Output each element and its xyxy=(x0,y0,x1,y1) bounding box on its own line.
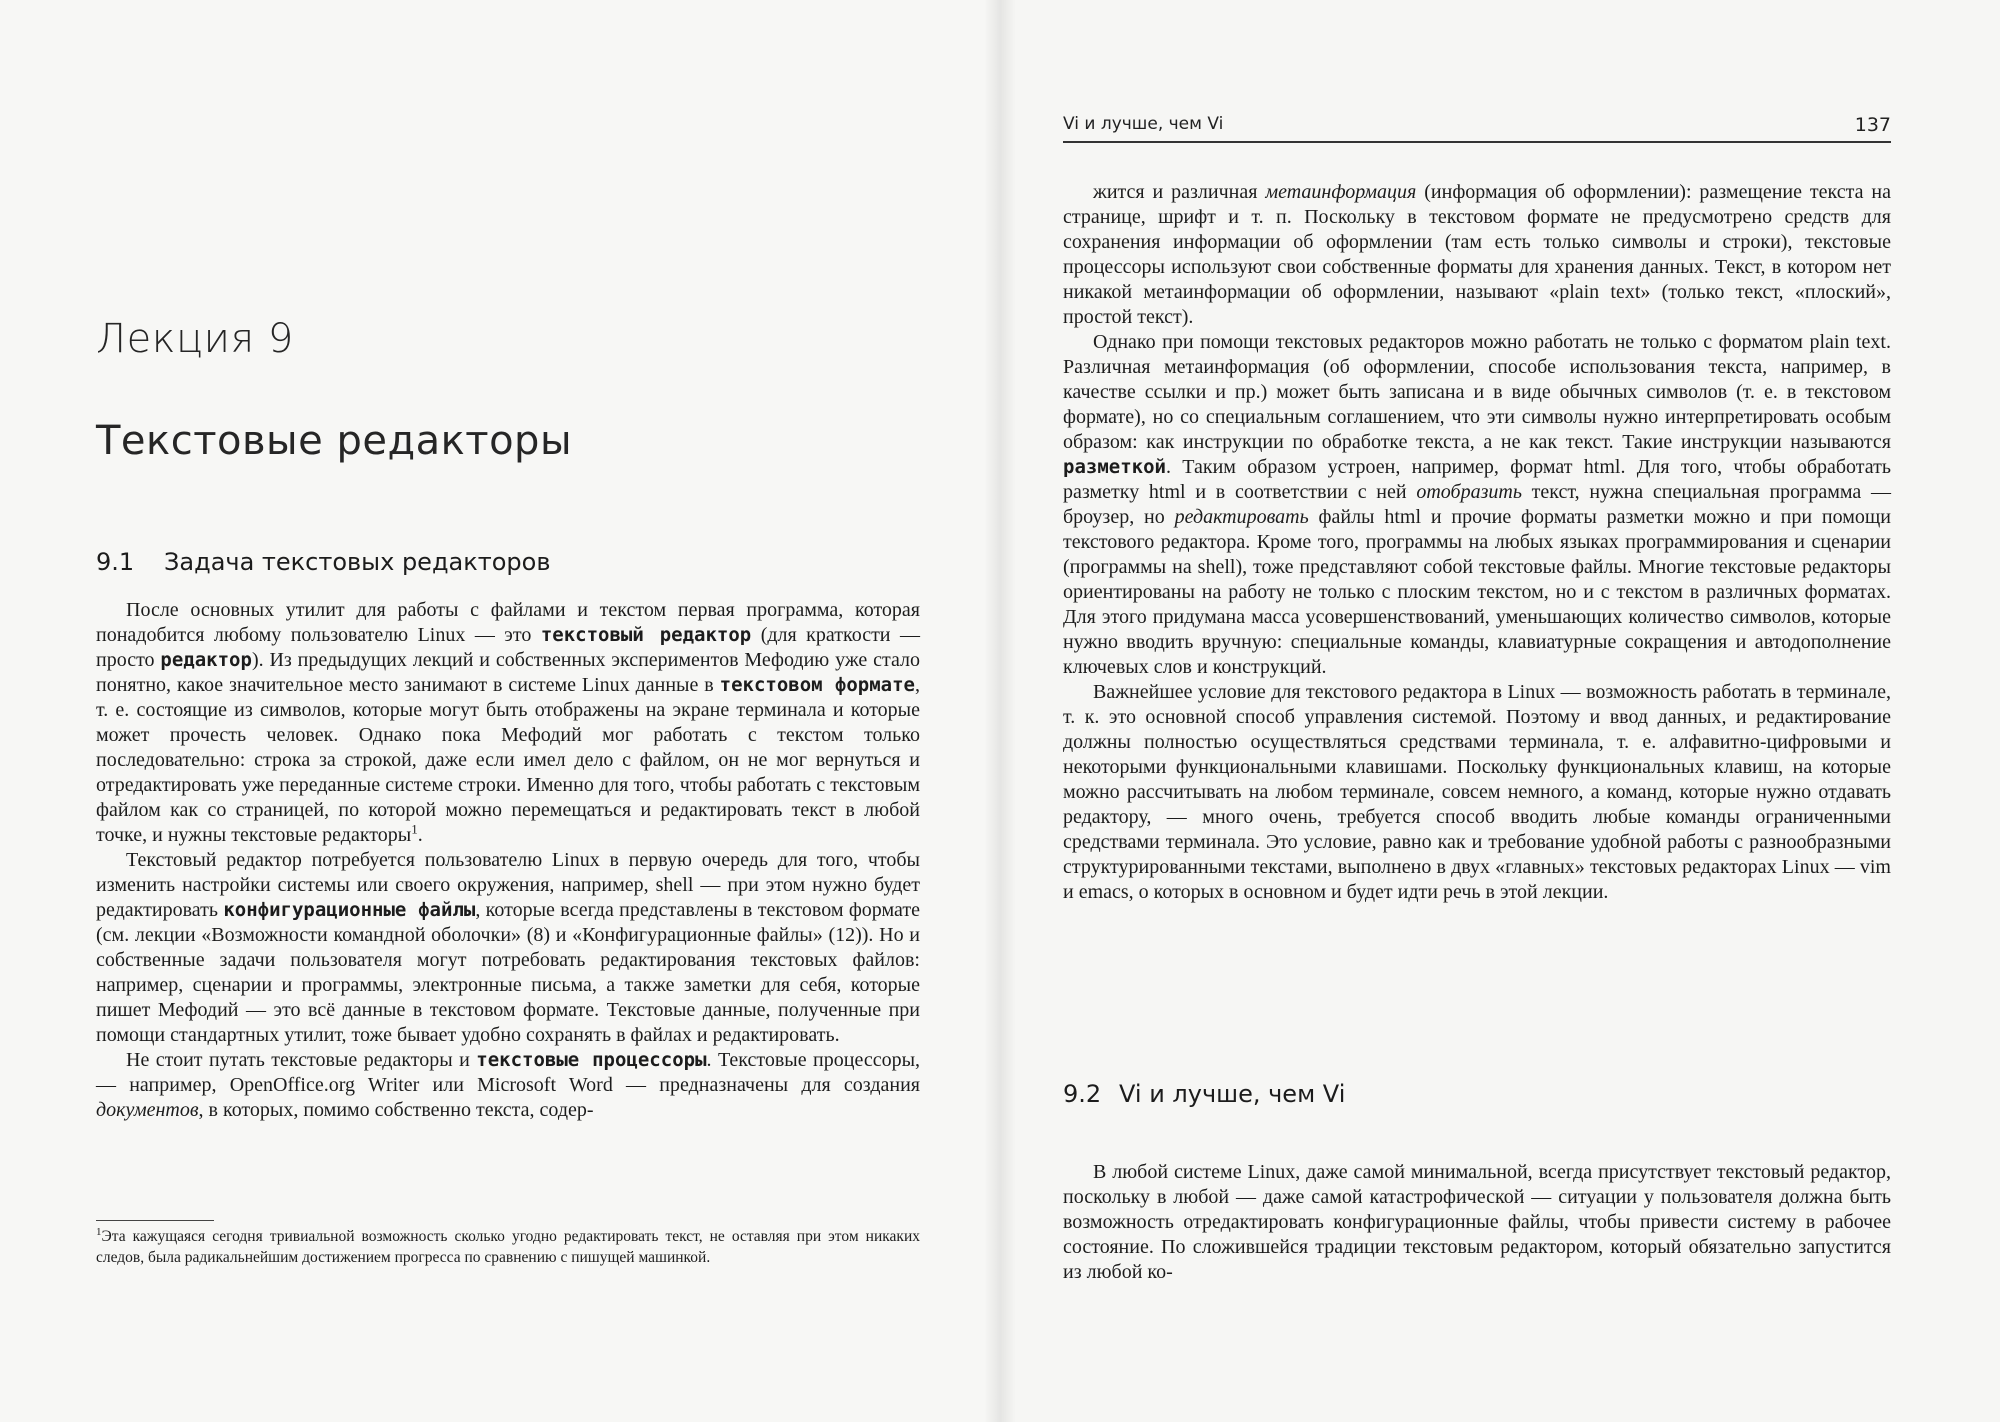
text-run: . Текстовые процессоры, — например, OpenOffice.org Writer или Microsoft Word — предназначены для создания xyxy=(96,1049,921,1096)
section-heading-9-2 xyxy=(1063,1080,1345,1108)
lecture-label: Лекция 9 xyxy=(96,316,294,362)
text-run: Не стоит путать текстовые редакторы и xyxy=(126,1049,477,1071)
term-italic: редактировать xyxy=(1174,506,1309,528)
page-number: 137 xyxy=(1854,114,1891,136)
text-run: Текстовый редактор потребуется пользователю Linux в первую очередь для того, чтобы изменить настройки системы или своего окружения, например, shell — при этом нужно будет редактировать xyxy=(96,849,920,921)
footnote-text: Эта кажущаяся сегодня тривиальной возможность сколько угодно редактировать текст, не оставляя при этом никаких следов, была радикальнейшим достижением прогресса по сравнению с пишущей машинкой. xyxy=(96,1228,920,1266)
text-run: , т. е. состоящие из символов, которые могут быть отображены на экране терминала и которые может прочесть человек. Однако пока Мефодий мог работать с текстом только последовательно: строка за строкой, даже если имел дело с файлом, он не мог вернуться и отредактировать уже переданные системе строки. Именно для того, чтобы работать с текстовым файлом как со страницей, по которой можно перемещаться и редактировать текст в любой точке, и нужны текстовые редакторы xyxy=(96,674,920,846)
paragraph xyxy=(96,848,920,1048)
text-run: (для краткости — просто xyxy=(96,624,920,671)
term-bold: текстовые процессоры xyxy=(476,1049,707,1071)
text-run: . Таким образом устроен, например, формат html. Для того, чтобы обработать разметку html и в соответствии с ней xyxy=(1063,456,1891,503)
section-number: 9.1 xyxy=(96,548,135,576)
footnote-ref: 1 xyxy=(411,821,418,837)
term-italic: документов xyxy=(96,1099,199,1121)
book-gutter xyxy=(984,0,1016,1422)
term-bold: текстовый редактор xyxy=(540,624,752,646)
text-run: В любой системе Linux, даже самой минимальной, всегда присутствует текстовый редактор, поскольку в любой — даже самой катастрофической — ситуации у пользователя должна быть возможность отредактировать конфигурационные файлы, чтобы привести систему в рабочее состояние. По сложившейся традиции текстовым редактором, который обязательно запустится из любой ко- xyxy=(1063,1161,1891,1283)
footnote-mark: 1 xyxy=(96,1225,102,1238)
paragraph xyxy=(1063,680,1891,905)
term-bold: редактор xyxy=(160,649,252,671)
section-number: 9.2 xyxy=(1063,1080,1102,1108)
footnote xyxy=(96,1226,920,1268)
right-page xyxy=(1000,0,2000,1422)
footnote-rule xyxy=(96,1220,214,1221)
paragraph xyxy=(1063,180,1891,330)
right-body-text xyxy=(1063,180,1891,905)
term-italic: метаинформация xyxy=(1265,181,1417,203)
paragraph xyxy=(96,598,920,848)
text-run: файлы html и прочие форматы разметки можно и при помощи текстового редактора. Кроме того, программы на любых языках программирования и сценарии (программы на shell), тоже представляют собой текстовые файлы. Многие текстовые редакторы ориентированы на работу не только с плоским текстом, но и с текстом в различных форматах. Для этого придумана масса усовершенствований, уменьшающих количество символов, которые нужно вводить вручную: специальные команды, клавиатурные сокращения и автодополнение ключевых слов и конструкций. xyxy=(1063,506,1891,678)
text-run: Важнейшее условие для текстового редактора в Linux — возможность работать в терминале, т. к. это основной способ управления системой. Поэтому и ввод данных, и редактирование должны полностью осуществляться средствами терминала, т. е. алфавитно-цифровыми и некоторыми функциональными клавишами. Поскольку функциональных клавиш, на которые можно рассчитывать на любом терминале, совсем немного, а команд, которые нужно отдавать редактору, — много очень, требуется способ вводить любые команды ограниченными средствами терминала. Это условие, равно как и требование удобной работы с разнообразными структурированными текстами, выполнено в двух «главных» текстовых редакторах Linux — vim и emacs, о которых в основном и будет идти речь в этой лекции. xyxy=(1063,681,1891,903)
term-bold: разметкой xyxy=(1063,456,1166,478)
text-run: ). Из предыдущих лекций и собственных экспериментов Мефодию уже стало понятно, какое значительное место занимают в системе Linux данные в xyxy=(96,649,920,696)
term-italic: отобразить xyxy=(1416,481,1522,503)
header-rule xyxy=(1063,141,1891,143)
running-head: Vi и лучше, чем Vi xyxy=(1063,114,1224,134)
text-run: , которые всегда представлены в текстовом формате (см. лекции «Возможности командной оболочки» (8) и «Конфигурационные файлы» (12)). Но и собственные задачи пользователя могут потребовать редактирования текстовых файлов: например, сценарии и программы, электронные письма, а также заметки для себя, которые пишет Мефодий — это всё данные в текстовом формате. Текстовые данные, полученные при помощи стандартных утилит, тоже бывает удобно сохранять в файлах и редактировать. xyxy=(96,899,920,1046)
right-body-text-2 xyxy=(1063,1160,1891,1285)
term-bold: конфигурационные файлы xyxy=(223,899,476,921)
text-run: Однако при помощи текстовых редакторов можно работать не только с форматом plain text. Различная метаинформация (об оформлении, способе использования текста, например, в качестве ссылки и пр.) может быть записана и в виде обычных символов (т. е. в текстовом формате), но со специальным соглашением, что эти символы нужно интерпретировать особым образом: как инструкции по обработке текста, а не как текст. Такие инструкции называются xyxy=(1063,331,1891,453)
text-run: жится и различная xyxy=(1093,181,1266,203)
section-title: Vi и лучше, чем Vi xyxy=(1119,1080,1346,1108)
term-bold: текстовом формате xyxy=(719,674,915,696)
lecture-title: Текстовые редакторы xyxy=(96,418,573,464)
section-heading-9-1 xyxy=(96,548,550,576)
text-run: . xyxy=(417,824,423,846)
paragraph xyxy=(1063,1160,1891,1285)
text-run: текст, нужна специальная программа — броузер, но xyxy=(1063,481,1892,528)
section-title: Задача текстовых редакторов xyxy=(164,548,551,576)
paragraph xyxy=(1063,330,1891,680)
text-run: После основных утилит для работы с файлами и текстом первая программа, которая понадобится любому пользователю Linux — это xyxy=(96,599,920,646)
left-body-text xyxy=(96,598,920,1123)
text-run: (информация об оформлении): размещение текста на странице, шрифт и т. п. Поскольку в текстовом формате не предусмотрено средств для сохранения информации об оформлении (там есть только символы и строки), текстовые процессоры используют свои собственные форматы для хранения данных. Текст, в котором нет никакой метаинформации об оформлении, называют «plain text» (только текст, «плоский», простой текст). xyxy=(1063,181,1891,328)
text-run: , в которых, помимо собственно текста, содер- xyxy=(198,1099,594,1121)
paragraph xyxy=(96,1048,920,1123)
